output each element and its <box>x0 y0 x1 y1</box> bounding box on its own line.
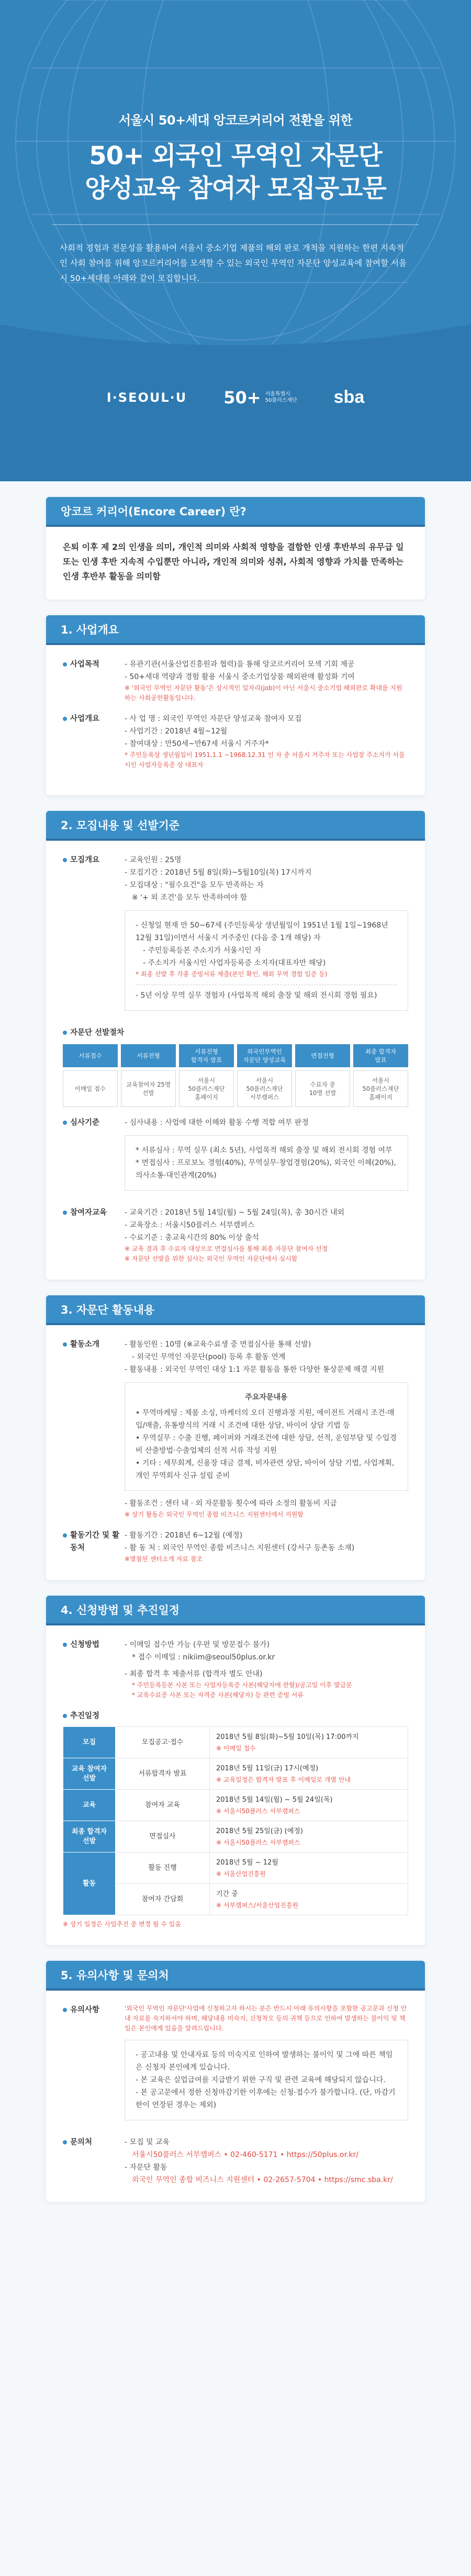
table-row <box>63 1821 408 1852</box>
business-overview-section <box>46 615 425 795</box>
section-heading: 5. 유의사항 및 문의처 <box>46 1961 425 1990</box>
contact-item: - 모집 및 교육 <box>125 2138 170 2146</box>
partner-logos <box>0 387 471 408</box>
purpose-item: - 50+세대 역량과 경험 활용 서울시 중소기업상품 해외판매 활성화 기여 <box>125 673 355 681</box>
caution-item: - 본 공고문에서 정한 신청마감기한 이후에는 신청·접수가 불가합니다. (단, 마감기한이 연장된 경우는 제외) <box>136 2088 396 2109</box>
section-heading: 2. 모집내용 및 선발기준 <box>46 811 425 840</box>
period-row <box>63 1529 408 1564</box>
bullet-dot <box>63 1714 67 1718</box>
hero-description: 사회적 경험과 전문성을 활용하여 서울시 중소기업 제품의 해외 판로 개척을 지원하는 한편 지속적인 사회 참여를 위해 앙코르커리어를 모색할 수 있는 외국인 무역인 자문단 양성교육에 참여할 서울시 50+세대를 아래와 같이 모집합니다. <box>60 243 407 283</box>
section-heading: 3. 자문단 활동내용 <box>46 1295 425 1325</box>
table-row <box>63 1852 408 1884</box>
recruit-item: - 교육인원 : 25명 <box>125 856 182 864</box>
schedule-name: 활동 진행 <box>116 1852 210 1884</box>
flow-step <box>63 1044 118 1107</box>
review-item: * 면접심사 : 프로보노 경험(40%), 무역실무·창업경험(20%), 외국인 이해(20%), 의사소통·대인관계(20%) <box>136 1159 396 1180</box>
schedule-date: 2018년 5월 11일(금) 17시(예정) <box>216 1765 319 1772</box>
page-footer-space <box>0 2202 471 2223</box>
schedule-date-cell <box>210 1821 408 1852</box>
edu-item: - 교육기간 : 2018년 5월 14일(월) ~ 5월 24일(목), 총 30시간 내외 <box>125 1208 345 1217</box>
bullet-dot <box>63 662 67 666</box>
consulting-box <box>125 1382 408 1491</box>
caution-note: '외국인 무역인 자문단'사업에 신청하고자 하시는 분은 반드시 아래 유의사항을 포함한 공고문과 신청 안내 자료를 숙지하셔야 하며, 해당내용 미숙지, 신청착오 등의 귀책 등으로 인하여 발생하는 불이익 및 책임은 본인에게 있음을 알려드립니다. <box>125 2005 407 2032</box>
contact-detail-link[interactable]: 외국인 무역인 종합 비즈니스 지원센터 • 02-2657-5704 • https://smc.sba.kr/ <box>132 2176 393 2184</box>
schedule-note: ※ 서부캠퍼스/서울산업진흥원 <box>216 1902 299 1909</box>
row-label: 유의사항 <box>70 2006 100 2014</box>
recruit-subitem: ※ '+ 외 조건'을 모두 만족하여야 함 <box>132 894 248 902</box>
section-heading: 앙코르 커리어(Encore Career) 란? <box>46 497 425 526</box>
caution-item: - 공고내용 및 안내자료 등의 미숙지로 인하여 발생하는 불이익 및 그에 따른 책임은 신청자 본인에게 있습니다. <box>136 2051 393 2072</box>
flow-step-title: 면접전형 <box>295 1044 350 1067</box>
period-item: - 활동기간 : 2018년 6~12월 (예정) <box>125 1531 243 1540</box>
purpose-note: ※ '외국인 무역인 자문단 활동'은 상시적인 일자리(job)이 아닌 서울시 중소기업 해외판로 확대를 지원하는 사회공헌활동입니다. <box>125 684 402 702</box>
section-heading: 4. 신청방법 및 추진일정 <box>46 1596 425 1625</box>
bullet-dot <box>63 1121 67 1125</box>
schedule-date: 2018년 5월 25일(금) (예정) <box>216 1827 303 1835</box>
contact-detail-link[interactable]: 서울시50플러스 서부캠퍼스 • 02-460-5171 • https://50plus.or.kr/ <box>132 2151 359 2159</box>
schedule-note: ※ 서울시50플러스 서부캠퍼스 <box>216 1839 300 1846</box>
schedule-step: 모집 <box>63 1727 116 1758</box>
apply-item: - 최종 합격 후 제출서류 (합격자 별도 안내) <box>125 1670 263 1678</box>
schedule-date-cell <box>210 1758 408 1790</box>
row-label: 모집개요 <box>70 856 100 864</box>
overview-item: - 사 업 명 : 외국인 무역인 자문단 양성교육 참여자 모집 <box>125 715 302 723</box>
encore-career-section <box>46 497 425 600</box>
review-item: - 심사내용 : 사업에 대한 이해와 활동 수행 적합 여부 판정 <box>125 1118 309 1127</box>
flow-step-title: 서류전형 합격자 발표 <box>179 1044 234 1067</box>
apply-note: * 주민등록등본 사본 또는 사업자등록증 사본(해당자에 한함)/공고일 이후 발급분 <box>132 1681 352 1689</box>
50plus-logo <box>223 388 297 408</box>
flow-step-detail: 서울시 50플러스재단 홈페이지 <box>179 1070 234 1107</box>
eligibility-box <box>125 910 408 1011</box>
flow-step <box>237 1044 292 1107</box>
consulting-item: • 기타 : 세무회계, 신용장 대금 결제, 비자관련 상담, 바이어 상담 기법, 사업계획, 개인 무역회사 신규 설립 준비 <box>136 1459 395 1480</box>
schedule-date-cell <box>210 1884 408 1915</box>
caution-box <box>125 2040 408 2120</box>
row-label: 사업목적 <box>70 660 100 669</box>
50plus-logo-text: 서울특별시 50플러스재단 <box>265 391 297 403</box>
eligibility-item: - 신청일 현재 만 50~67세 (주민등록상 생년월일이 1951년 1월 1일~1968년 12월 31일)이면서 서울시 거주중인 (다음 중 1개 해당) 자 <box>136 921 388 942</box>
eligibility-item: - 5년 이상 무역 실무 경험자 (사업목적 해외 출장 및 해외 전시회 경험 필요) <box>136 991 377 1000</box>
schedule-name: 면접심사 <box>116 1821 210 1852</box>
row-label: 문의처 <box>70 2138 93 2146</box>
bullet-dot <box>63 717 67 721</box>
edu-item: - 수료기준 : 총교육시간의 80% 이상 출석 <box>125 1234 259 1242</box>
edu-item: - 교육장소 : 서울시50플러스 서부캠퍼스 <box>125 1221 255 1229</box>
eligibility-note: * 최종 선발 후 각종 증빙서류 제출(본인 확인, 해외 무역 경험 입증 등) <box>136 970 328 978</box>
schedule-date: 2018년 5월 8일(화)~5월 10일(목) 17:00까지 <box>216 1733 359 1741</box>
activity-item: - 활동조건 : 센터 내 · 외 자문활동 횟수에 따라 소정의 활동비 지급 <box>125 1499 337 1508</box>
schedule-date: 기간 중 <box>216 1890 238 1898</box>
apply-item: - 이메일 접수만 가능 (우편 및 방문접수 불가) <box>125 1641 270 1649</box>
flow-step-title: 외국인무역인 자문단 양성교육 <box>237 1044 292 1067</box>
overview-row <box>63 713 408 770</box>
edu-note: ※ 자문단 선발을 위한 심사는 외국인 무역인 자문단에서 실시함 <box>125 1255 298 1262</box>
flow-step-detail: 교육참여자 25명 선발 <box>121 1070 176 1107</box>
flow-step-detail: 수료자 중 10명 선발 <box>295 1070 350 1107</box>
bullet-dot <box>63 1643 67 1647</box>
schedule-note: ※ 서울산업진흥원 <box>216 1870 266 1878</box>
schedule-date: 2018년 5월 14일(월) ~ 5월 24일(목) <box>216 1796 333 1804</box>
review-row <box>63 1116 408 1197</box>
bullet-dot <box>63 1031 67 1035</box>
flow-step-detail: 이메일 접수 <box>63 1070 118 1107</box>
schedule-date: 2018년 5월 ~ 12월 <box>216 1859 278 1867</box>
schedule-note: ※ 교육일정은 합격자 발표 후 이메일로 개별 안내 <box>216 1776 351 1783</box>
eligibility-item: - 주소지가 서울시인 사업자등록증 소지자(대표자만 해당) <box>143 959 326 967</box>
recruitment-section <box>46 811 425 1280</box>
schedule-table <box>63 1726 408 1915</box>
schedule-step: 교육 참여자 선발 <box>63 1758 116 1790</box>
bullet-dot <box>63 1342 67 1347</box>
flow-step <box>295 1044 350 1107</box>
schedule-date-cell <box>210 1852 408 1884</box>
hero-title <box>52 140 419 205</box>
schedule-note: ※ 서울시50플러스 서부캠퍼스 <box>216 1807 300 1815</box>
bullet-dot <box>63 2140 67 2144</box>
activity-note: ※ 상기 활동은 외국인 무역인 종합 비즈니스 지원센터에서 지원함 <box>125 1511 304 1518</box>
activity-item: - 활동인원 : 10명 (※교육수료생 중 면접심사를 통해 선발) <box>125 1340 311 1349</box>
overview-item: - 참여대상 : 만50세~만67세 서울시 거주자* <box>125 740 269 748</box>
row-label: 활동기간 및 활동처 <box>70 1531 120 1552</box>
flow-step <box>353 1044 408 1107</box>
flow-step-detail: 서울시 50플러스재단 홈페이지 <box>353 1070 408 1107</box>
table-row <box>63 1790 408 1821</box>
bullet-dot <box>63 1211 67 1215</box>
hero-subtitle: 서울시 50+세대 앙코르커리어 전환을 위한 <box>118 113 353 128</box>
schedule-date-cell <box>210 1727 408 1758</box>
row-label: 자문단 선발절차 <box>70 1029 125 1037</box>
50plus-logo-mark: 50+ <box>223 387 261 408</box>
eligibility-item: - 주민등록등본 주소지가 서울시인 자 <box>143 946 261 955</box>
activity-item: - 외국인 무역인 자문단(pool) 등록 후 활동 연계 <box>132 1353 286 1361</box>
bullet-dot <box>63 1533 67 1538</box>
activity-section <box>46 1295 425 1580</box>
flow-step <box>179 1044 234 1107</box>
flow-step-title: 서류전형 <box>121 1044 176 1067</box>
overview-note: * 주민등록상 생년월일이 1951.1.1 ~1968.12.31 인 자 중 서울시 거주자 또는 사업장 주소지가 서울시인 사업자등록증 상 대표자 <box>125 751 405 769</box>
encore-career-definition: 은퇴 이후 제 2의 인생을 의미, 개인적 의미와 사회적 영향을 결합한 인생 후반부의 유무급 일 또는 인생 후반 지속적 수입뿐만 아니라, 개인적 의미와 성취, 사회적 영향과 가치를 만족하는 인생 후반부 활동을 의미함 <box>63 542 404 581</box>
notice-section <box>46 1961 425 2202</box>
schedule-note: ※ 이메일 접수 <box>216 1745 256 1752</box>
flow-step-detail: 서울시 50플러스재단 서부캠퍼스 <box>237 1070 292 1107</box>
schedule-step: 교육 <box>63 1790 116 1821</box>
purpose-item: - 유관기관(서울산업진흥원과 협력)을 통해 앙코르커리어 모색 기회 제공 <box>125 660 355 669</box>
apply-email[interactable]: * 접수 이메일 : nikiim@seoul50plus.or.kr <box>132 1653 275 1662</box>
recruit-item: - 모집대상 : "필수요건"을 모두 만족하는 자 <box>125 881 264 889</box>
hero-title-line1: 50+ 외국인 무역인 자문단 <box>89 141 382 171</box>
flow-step-title: 최종 합격자 발표 <box>353 1044 408 1067</box>
period-item: - 활 동 처 : 외국인 무역인 종합 비즈니스 지원센터 (강서구 등촌동 소재) <box>125 1544 355 1552</box>
recruit-item: - 모집기간 : 2018년 5월 8일(화)~5월10일(목) 17시까지 <box>125 868 312 877</box>
flow-step <box>121 1044 176 1107</box>
schedule-step: 활동 <box>63 1852 116 1915</box>
hero-title-line2: 양성교육 참여자 모집공고문 <box>85 174 386 203</box>
contact-row <box>63 2136 408 2186</box>
activity-item: - 활동내용 : 외국인 무역인 대상 1:1 자문 활동을 통한 다양한 통상문제 해결 지원 <box>125 1365 384 1374</box>
schedule-name: 모집공고·접수 <box>116 1727 210 1758</box>
table-row <box>63 1727 408 1758</box>
caution-item: - 본 교육은 실업급여를 지급받기 위한 구직 및 관련 교육에 해당되지 않습니다. <box>136 2076 386 2084</box>
row-label: 추진일정 <box>70 1712 100 1720</box>
consulting-item: • 무역실무 : 수출 진행, 페이퍼와 거래조건에 대한 상담, 선적, 운임부담 및 수입경비 산출방법·수출업체의 선적 서류 작성 지원 <box>136 1434 397 1455</box>
row-label: 활동소개 <box>70 1340 100 1349</box>
hero-divider <box>52 224 419 225</box>
consulting-item: • 무역마케팅 : 제품 소싱, 마케터의 오더 진행과정 지원, 에이전트 거래시 조건·매입/매출, 유통방식의 거래 시 조건에 대한 상담, 바이어 상담 기법 등 <box>136 1409 395 1430</box>
selection-flow <box>63 1044 408 1107</box>
selection-flow-row <box>63 1026 408 1107</box>
row-label: 사업개요 <box>70 715 100 723</box>
bullet-dot <box>63 858 67 862</box>
period-note: ※별첨된 센터소개 자료 참조 <box>125 1555 203 1563</box>
section-heading: 1. 사업개요 <box>46 615 425 645</box>
review-box <box>125 1135 408 1191</box>
row-label: 신청방법 <box>70 1641 100 1649</box>
apply-note: * 교육수료증 사본 또는 자격증 사본(해당자) 등 관련 증빙 서류 <box>132 1691 304 1699</box>
application-section <box>46 1596 425 1945</box>
iseoulu-logo: I·SEOUL·U <box>106 390 187 405</box>
schedule-date-cell <box>210 1790 408 1821</box>
caution-row <box>63 2004 408 2127</box>
row-label: 심사기준 <box>70 1118 100 1127</box>
schedule-name: 서류합격자 발표 <box>116 1758 210 1790</box>
schedule-name: 참여자 교육 <box>116 1790 210 1821</box>
activity-row <box>63 1338 408 1520</box>
bullet-dot <box>63 2008 67 2012</box>
apply-row <box>63 1639 408 1700</box>
schedule-footnote: ※ 상기 일정은 사업추진 중 변경 될 수 있음 <box>63 1920 182 1928</box>
edu-note: ※ 교육 결과 후 수료자 대상으로 면접심사를 통해 최종 자문단 참여자 선정 <box>125 1245 328 1252</box>
schedule-block <box>63 1710 408 1929</box>
contact-item: - 자문단 활동 <box>125 2163 167 2172</box>
purpose-row <box>63 658 408 703</box>
schedule-step: 최종 합격자 선발 <box>63 1821 116 1852</box>
table-row <box>63 1758 408 1790</box>
sba-logo: sba <box>333 387 365 407</box>
recruit-row <box>63 854 408 1017</box>
schedule-name: 참여자 간담회 <box>116 1884 210 1915</box>
overview-item: - 사업기간 : 2018년 4월~12월 <box>125 727 228 736</box>
row-label: 참여자교육 <box>70 1208 107 1217</box>
education-row <box>63 1206 408 1264</box>
flow-step-title: 서류접수 <box>63 1044 118 1067</box>
review-item: * 서류심사 : 무역 실무 (최소 5년), 사업목적 해외 출장 및 해외 전시회 경험 여부 <box>136 1146 392 1155</box>
hero-banner <box>0 0 471 481</box>
consulting-box-title: 주요자문내용 <box>245 1393 288 1402</box>
